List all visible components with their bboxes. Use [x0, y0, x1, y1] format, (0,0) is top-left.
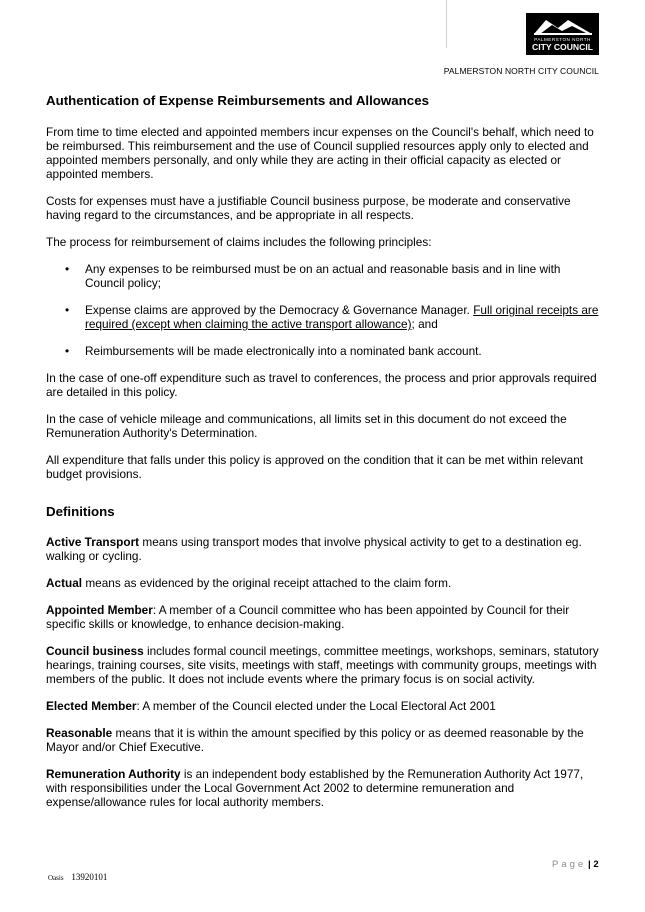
list-item	[46, 344, 600, 358]
definitions-heading: Definitions	[46, 504, 115, 519]
council-logo	[526, 13, 599, 55]
document-reference	[48, 872, 107, 882]
paragraph-process: The process for reimbursement of claims includes the following principles:	[46, 235, 432, 249]
page-label: Page	[552, 859, 587, 870]
logo-text-small: PALMERSTON NORTH	[534, 37, 591, 42]
definition-item	[46, 644, 600, 686]
page-number: | 2	[588, 859, 599, 870]
definition-item	[46, 535, 600, 563]
document-body	[46, 93, 600, 822]
definition-term: Elected Member	[46, 699, 137, 713]
definition-text: : A member of the Council elected under the Local Electoral Act 2001	[136, 699, 496, 713]
list-item-text-end: ; and	[411, 317, 438, 331]
definition-text: : A member of a Council committee who has been appointed by Council for their specific skills or knowledge, to enhance decision-making.	[46, 603, 570, 631]
section-title: Authentication of Expense Reimbursements and Allowances	[46, 93, 429, 108]
definition-term: Remuneration Authority	[46, 767, 181, 781]
definition-term: Council business	[46, 644, 144, 658]
definition-term: Actual	[46, 576, 83, 590]
receipts-requirement-underlined: Full original receipts are required (except when claiming the active transport allowance)	[85, 303, 599, 331]
list-item	[46, 303, 600, 331]
definition-item	[46, 726, 600, 754]
doc-number: 13920101	[71, 872, 108, 882]
logo-text-big: CITY COUNCIL	[532, 42, 593, 52]
org-name-header: PALMERSTON NORTH CITY COUNCIL	[443, 66, 599, 76]
definition-item	[46, 699, 600, 713]
definition-text: is an independent body established by the Remuneration Authority Act 1977, with responsibilities under the Local Government Act 2002 to determine remuneration and expense/allowance rules for local authority members.	[46, 767, 584, 809]
definition-item	[46, 576, 600, 590]
definition-term: Active Transport	[46, 535, 140, 549]
definition-item	[46, 603, 600, 631]
paragraph-mileage: In the case of vehicle mileage and communications, all limits set in this document do not exceed the Remuneration Authority's Determination.	[46, 412, 567, 440]
header-divider-line	[446, 0, 447, 48]
page-number-value: 2	[593, 859, 599, 870]
definition-term: Reasonable	[46, 726, 113, 740]
bullet-marker: •	[65, 344, 70, 358]
paragraph-intro: From time to time elected and appointed members incur expenses on the Council's behalf, which need to be reimbursed. This reimbursement and the use of Council supplied resources apply only to elected and appointed members personally, and only while they are acting in their official capacity as elected or appointed members.	[46, 125, 594, 181]
doc-system: Oasis	[48, 874, 64, 882]
logo-emblem-icon	[532, 16, 594, 36]
definition-text: includes formal council meetings, committee meetings, workshops, seminars, statutory hearings, training courses, site visits, meetings with staff, meetings with community groups, meetings with members of the public. It does not include events where the primary focus is on social activity.	[46, 644, 599, 686]
definition-term: Appointed Member	[46, 603, 153, 617]
bullet-marker: •	[65, 303, 70, 317]
paragraph-one-off: In the case of one-off expenditure such as travel to conferences, the process and prior approvals required are detailed in this policy.	[46, 371, 597, 399]
definition-text: means using transport modes that involve physical activity to get to a destination eg. walking or cycling.	[46, 535, 582, 563]
paragraph-budget: All expenditure that falls under this policy is approved on the condition that it can be met within relevant budget provisions.	[46, 453, 584, 481]
bullet-marker: •	[65, 262, 70, 276]
list-item-text: Any expenses to be reimbursed must be on an actual and reasonable basis and in line with Council policy;	[85, 262, 561, 290]
definition-text: means that it is within the amount specified by this policy or as deemed reasonable by the Mayor and/or Chief Executive.	[46, 726, 584, 754]
principles-list	[46, 262, 600, 358]
list-item-text: Reimbursements will be made electronically into a nominated bank account.	[85, 344, 482, 358]
definition-item	[46, 767, 600, 809]
list-item	[46, 262, 600, 290]
list-item-text: Expense claims are approved by the Democracy & Governance Manager.	[85, 303, 474, 317]
paragraph-costs: Costs for expenses must have a justifiable Council business purpose, be moderate and conservative having regard to the circumstances, and be appropriate in all respects.	[46, 194, 571, 222]
definition-text: means as evidenced by the original receipt attached to the claim form.	[82, 576, 452, 590]
